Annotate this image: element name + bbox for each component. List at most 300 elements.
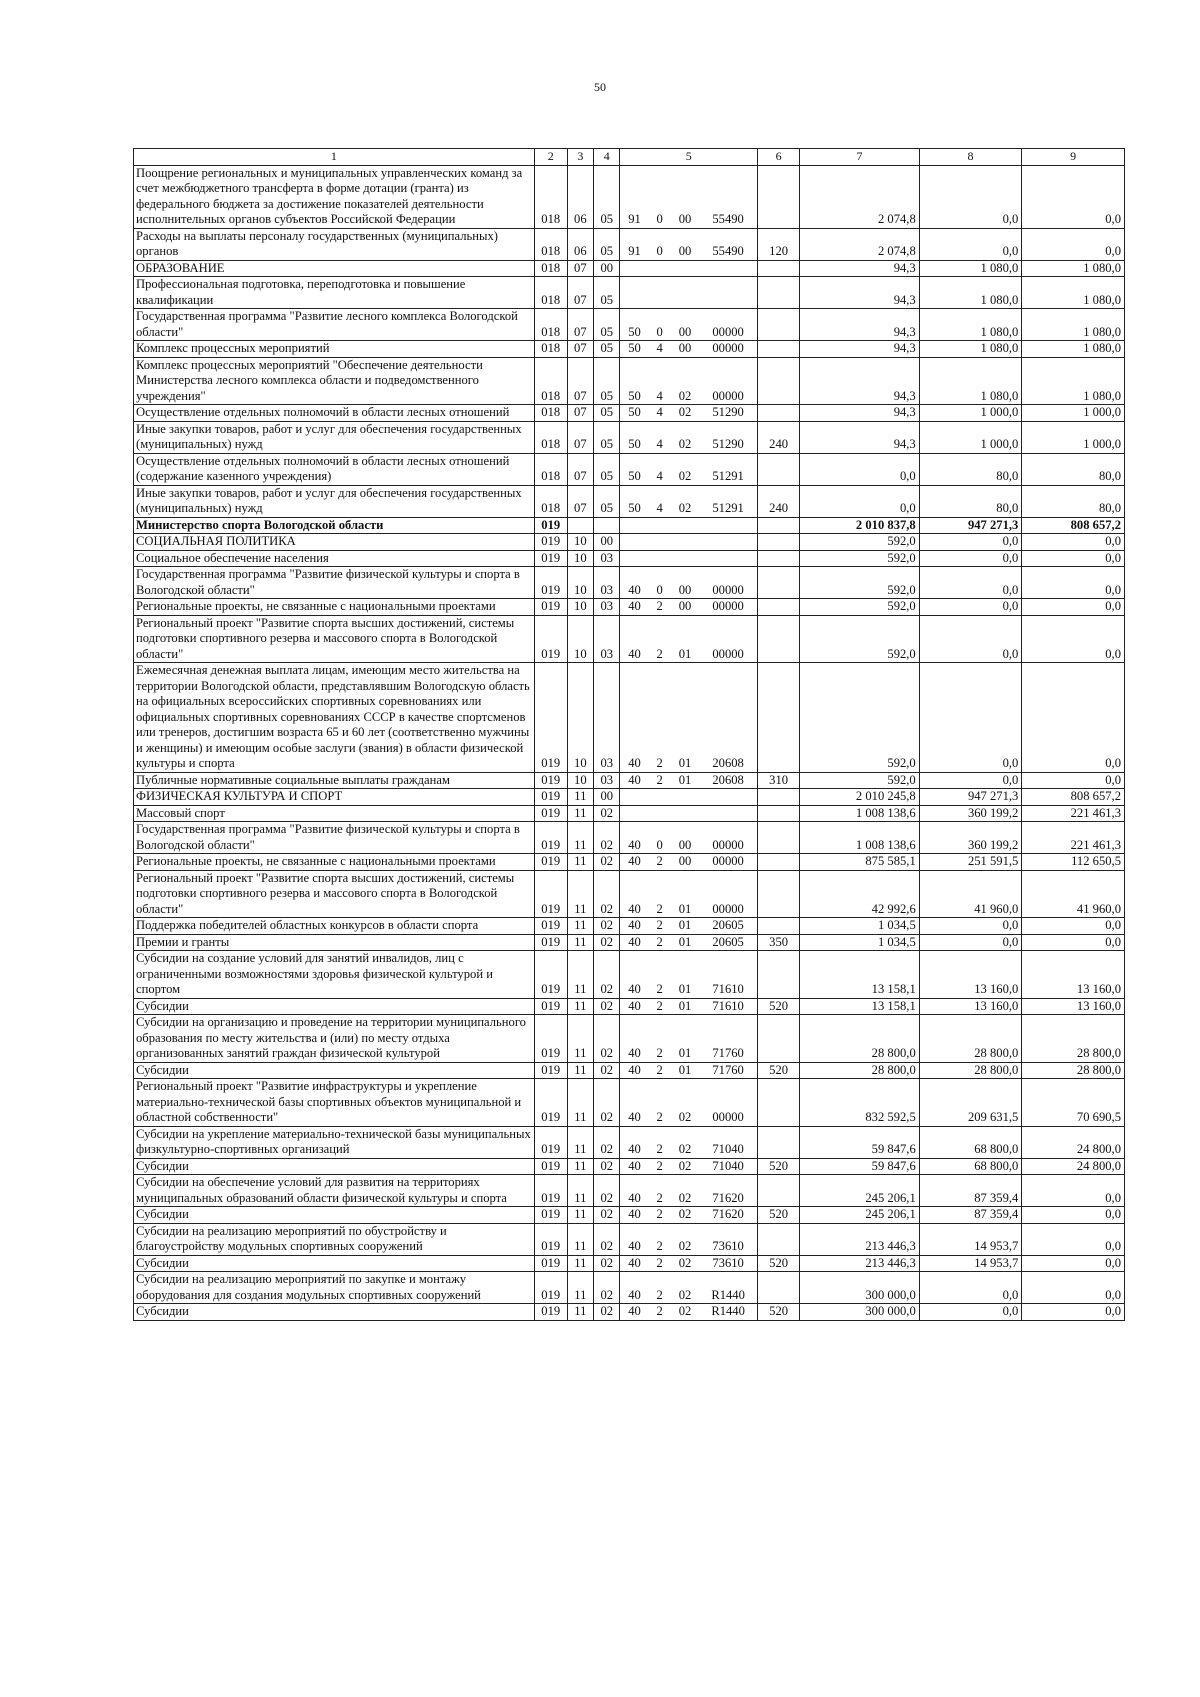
section-code: 11 [567,951,593,999]
amount-year-3: 0,0 [1022,1175,1125,1207]
ministry-code: 019 [534,789,567,806]
row-name: Профессиональная подготовка, переподготовка и повышение квалификации [134,277,535,309]
table-row [134,1158,1125,1175]
row-name: Субсидии [134,1062,535,1079]
target-code-program: 50 [620,485,649,517]
target-code-program: 40 [620,1255,649,1272]
table-row [134,1079,1125,1127]
amount-year-1: 592,0 [800,567,920,599]
expense-type-code: 120 [757,228,799,260]
subsection-code: 02 [594,1175,620,1207]
target-code-program [620,260,649,277]
table-row [134,165,1125,228]
target-code-event: 01 [671,772,700,789]
section-code: 11 [567,934,593,951]
amount-year-2: 0,0 [919,1272,1022,1304]
amount-year-2: 1 080,0 [919,260,1022,277]
target-code-type: 2 [649,772,671,789]
target-code-direction [699,517,757,534]
amount-year-1: 300 000,0 [800,1304,920,1321]
amount-year-1: 213 446,3 [800,1223,920,1255]
header-cell: 2 [534,149,567,166]
amount-year-1: 2 074,8 [800,165,920,228]
table-row [134,1223,1125,1255]
target-code-direction: 00000 [699,854,757,871]
amount-year-2: 0,0 [919,534,1022,551]
target-code-type [649,550,671,567]
target-code-program: 40 [620,1079,649,1127]
row-name: Осуществление отдельных полномочий в области лесных отношений [134,405,535,422]
amount-year-3: 0,0 [1022,934,1125,951]
amount-year-3: 112 650,5 [1022,854,1125,871]
subsection-code: 02 [594,1223,620,1255]
ministry-code: 019 [534,918,567,935]
target-code-type: 0 [649,567,671,599]
subsection-code: 05 [594,453,620,485]
target-code-event: 02 [671,453,700,485]
section-code: 11 [567,822,593,854]
amount-year-2: 1 080,0 [919,309,1022,341]
amount-year-1: 59 847,6 [800,1126,920,1158]
target-code-type: 4 [649,453,671,485]
expense-type-code [757,517,799,534]
row-name: Субсидии на укрепление материально-технической базы муниципальных физкультурно-спортивных организаций [134,1126,535,1158]
target-code-program: 40 [620,772,649,789]
amount-year-1: 42 992,6 [800,870,920,918]
amount-year-2: 0,0 [919,567,1022,599]
target-code-event: 02 [671,1255,700,1272]
table-body [134,149,1125,1321]
table-row [134,854,1125,871]
target-code-event: 00 [671,228,700,260]
target-code-event: 00 [671,822,700,854]
amount-year-2: 80,0 [919,453,1022,485]
table-row [134,805,1125,822]
subsection-code: 00 [594,260,620,277]
table-row [134,615,1125,663]
row-name: Субсидии [134,1304,535,1321]
target-code-program: 40 [620,1304,649,1321]
target-code-program: 40 [620,1175,649,1207]
section-code: 11 [567,1255,593,1272]
ministry-code: 019 [534,663,567,773]
section-code: 11 [567,1223,593,1255]
target-code-program: 40 [620,822,649,854]
row-name: Государственная программа "Развитие физической культуры и спорта в Вологодской области" [134,822,535,854]
amount-year-3: 0,0 [1022,1207,1125,1224]
section-code: 11 [567,854,593,871]
target-code-program: 40 [620,934,649,951]
row-name: Субсидии на реализацию мероприятий по обустройству и благоустройству модульных спортивных сооружений [134,1223,535,1255]
amount-year-1: 300 000,0 [800,1272,920,1304]
section-code: 10 [567,663,593,773]
amount-year-2: 14 953,7 [919,1255,1022,1272]
target-code-direction: 20608 [699,772,757,789]
subsection-code: 03 [594,599,620,616]
target-code-direction: 00000 [699,357,757,405]
amount-year-1: 28 800,0 [800,1062,920,1079]
amount-year-1: 28 800,0 [800,1015,920,1063]
table-row [134,228,1125,260]
target-code-type: 0 [649,309,671,341]
expense-type-code [757,854,799,871]
target-code-program: 50 [620,357,649,405]
expense-type-code [757,260,799,277]
page-number: 50 [594,80,606,94]
table-row [134,309,1125,341]
section-code: 06 [567,165,593,228]
target-code-program: 40 [620,599,649,616]
amount-year-1: 832 592,5 [800,1079,920,1127]
target-code-type: 2 [649,918,671,935]
target-code-type: 2 [649,1015,671,1063]
target-code-program: 40 [620,854,649,871]
target-code-type [649,534,671,551]
subsection-code: 02 [594,1304,620,1321]
table-row [134,1015,1125,1063]
target-code-event: 02 [671,405,700,422]
amount-year-2: 1 000,0 [919,421,1022,453]
amount-year-1: 94,3 [800,309,920,341]
amount-year-3: 0,0 [1022,615,1125,663]
amount-year-3: 13 160,0 [1022,998,1125,1015]
target-code-type: 4 [649,341,671,358]
table-row [134,1207,1125,1224]
target-code-event: 01 [671,870,700,918]
row-name: ФИЗИЧЕСКАЯ КУЛЬТУРА И СПОРТ [134,789,535,806]
expense-type-code: 520 [757,1062,799,1079]
table-row [134,1304,1125,1321]
target-code-program: 40 [620,918,649,935]
target-code-direction: 00000 [699,615,757,663]
amount-year-2: 0,0 [919,599,1022,616]
target-code-direction: 71620 [699,1175,757,1207]
section-code: 11 [567,1304,593,1321]
table-row [134,567,1125,599]
amount-year-1: 592,0 [800,615,920,663]
target-code-event: 00 [671,341,700,358]
target-code-direction: 00000 [699,341,757,358]
subsection-code: 02 [594,1272,620,1304]
target-code-type: 4 [649,421,671,453]
amount-year-3: 0,0 [1022,1272,1125,1304]
ministry-code: 019 [534,772,567,789]
row-name: Поощрение региональных и муниципальных управленческих команд за счет межбюджетного трансферта в форме дотации (гранта) из федерального бюджета за достижение показателей деятельности исполнительных органов субъектов Российской Федерации [134,165,535,228]
expense-type-code [757,277,799,309]
expense-type-code: 240 [757,485,799,517]
header-cell: 9 [1022,149,1125,166]
amount-year-3: 0,0 [1022,165,1125,228]
subsection-code: 03 [594,772,620,789]
row-name: Комплекс процессных мероприятий [134,341,535,358]
row-name: Иные закупки товаров, работ и услуг для обеспечения государственных (муниципальных) нужд [134,485,535,517]
target-code-event [671,277,700,309]
amount-year-3: 70 690,5 [1022,1079,1125,1127]
target-code-type: 2 [649,951,671,999]
subsection-code: 03 [594,663,620,773]
target-code-direction: 00000 [699,822,757,854]
section-code: 07 [567,277,593,309]
section-code: 11 [567,1126,593,1158]
section-code: 11 [567,1272,593,1304]
target-code-type: 2 [649,599,671,616]
target-code-event: 00 [671,309,700,341]
header-cell: 8 [919,149,1022,166]
target-code-event: 00 [671,854,700,871]
target-code-event: 01 [671,998,700,1015]
amount-year-1: 1 034,5 [800,918,920,935]
amount-year-2: 13 160,0 [919,951,1022,999]
expense-type-code [757,822,799,854]
amount-year-1: 592,0 [800,534,920,551]
target-code-direction: 51291 [699,453,757,485]
amount-year-1: 2 010 837,8 [800,517,920,534]
amount-year-3: 808 657,2 [1022,789,1125,806]
row-name: Региональный проект "Развитие инфраструктуры и укрепление материально-технической базы спортивных объектов муниципальной и областной собственности" [134,1079,535,1127]
target-code-type: 2 [649,1223,671,1255]
target-code-direction: 71620 [699,1207,757,1224]
table-row [134,534,1125,551]
ministry-code: 019 [534,1126,567,1158]
amount-year-3: 1 080,0 [1022,341,1125,358]
subsection-code: 05 [594,228,620,260]
amount-year-2: 68 800,0 [919,1158,1022,1175]
ministry-code: 018 [534,165,567,228]
section-code: 11 [567,805,593,822]
target-code-direction: 71760 [699,1015,757,1063]
ministry-code: 019 [534,550,567,567]
subsection-code: 02 [594,1207,620,1224]
target-code-type [649,789,671,806]
ministry-code: 018 [534,228,567,260]
ministry-code: 019 [534,567,567,599]
subsection-code: 05 [594,165,620,228]
table-row [134,599,1125,616]
ministry-code: 018 [534,341,567,358]
amount-year-1: 1 034,5 [800,934,920,951]
subsection-code: 02 [594,1158,620,1175]
target-code-event: 01 [671,934,700,951]
target-code-event: 02 [671,1175,700,1207]
target-code-direction: 55490 [699,228,757,260]
section-code: 10 [567,615,593,663]
amount-year-3: 1 000,0 [1022,405,1125,422]
amount-year-2: 0,0 [919,934,1022,951]
expense-type-code [757,357,799,405]
expense-type-code [757,1175,799,1207]
subsection-code: 05 [594,309,620,341]
amount-year-3: 221 461,3 [1022,805,1125,822]
amount-year-3: 1 080,0 [1022,260,1125,277]
target-code-event: 02 [671,1207,700,1224]
expense-type-code [757,951,799,999]
ministry-code: 019 [534,805,567,822]
target-code-type: 2 [649,663,671,773]
expense-type-code [757,1272,799,1304]
row-name: Субсидии на обеспечение условий для развития на территориях муниципальных образований области физической культуры и спорта [134,1175,535,1207]
table-row [134,1062,1125,1079]
ministry-code: 018 [534,277,567,309]
subsection-code: 02 [594,822,620,854]
ministry-code: 019 [534,1062,567,1079]
target-code-event: 00 [671,567,700,599]
target-code-event: 02 [671,1223,700,1255]
row-name: ОБРАЗОВАНИЕ [134,260,535,277]
expense-type-code [757,341,799,358]
subsection-code: 03 [594,550,620,567]
ministry-code: 019 [534,870,567,918]
section-code: 07 [567,260,593,277]
subsection-code: 00 [594,534,620,551]
row-name: Субсидии на организацию и проведение на территории муниципального образования по месту жительства и (или) по месту отдыха организованных занятий граждан физической культурой [134,1015,535,1063]
target-code-type: 2 [649,1158,671,1175]
amount-year-2: 1 080,0 [919,357,1022,405]
target-code-event: 01 [671,951,700,999]
amount-year-2: 0,0 [919,663,1022,773]
amount-year-1: 245 206,1 [800,1207,920,1224]
row-name: Субсидии [134,1207,535,1224]
section-code: 10 [567,772,593,789]
amount-year-3: 0,0 [1022,567,1125,599]
amount-year-2: 251 591,5 [919,854,1022,871]
expense-type-code [757,789,799,806]
amount-year-2: 947 271,3 [919,789,1022,806]
target-code-direction: 00000 [699,870,757,918]
target-code-program [620,789,649,806]
amount-year-1: 875 585,1 [800,854,920,871]
target-code-program: 50 [620,405,649,422]
expense-type-code: 310 [757,772,799,789]
target-code-direction: 73610 [699,1223,757,1255]
amount-year-1: 94,3 [800,405,920,422]
subsection-code: 02 [594,1079,620,1127]
section-code: 07 [567,453,593,485]
target-code-program: 40 [620,567,649,599]
subsection-code: 03 [594,567,620,599]
subsection-code: 05 [594,421,620,453]
row-name: Региональный проект "Развитие спорта высших достижений, системы подготовки спортивного резерва и массового спорта в Вологодской области" [134,615,535,663]
expense-type-code [757,663,799,773]
subsection-code: 05 [594,357,620,405]
target-code-event: 01 [671,663,700,773]
ministry-code: 019 [534,534,567,551]
amount-year-2: 14 953,7 [919,1223,1022,1255]
ministry-code: 019 [534,1272,567,1304]
table-row [134,485,1125,517]
target-code-program: 40 [620,663,649,773]
row-name: Субсидии на реализацию мероприятий по закупке и монтажу оборудования для создания модульных спортивных сооружений [134,1272,535,1304]
amount-year-2: 80,0 [919,485,1022,517]
amount-year-2: 0,0 [919,550,1022,567]
section-code: 06 [567,228,593,260]
amount-year-2: 0,0 [919,1304,1022,1321]
target-code-program: 40 [620,951,649,999]
target-code-type: 2 [649,998,671,1015]
section-code: 07 [567,357,593,405]
table-row [134,421,1125,453]
subsection-code: 05 [594,277,620,309]
table-row [134,1126,1125,1158]
section-code: 11 [567,918,593,935]
expense-type-code: 350 [757,934,799,951]
target-code-type: 2 [649,1207,671,1224]
ministry-code: 019 [534,517,567,534]
amount-year-3: 0,0 [1022,663,1125,773]
expense-type-code [757,453,799,485]
section-code: 07 [567,405,593,422]
amount-year-2: 1 080,0 [919,277,1022,309]
amount-year-3: 1 080,0 [1022,309,1125,341]
amount-year-2: 87 359,4 [919,1175,1022,1207]
target-code-type: 2 [649,615,671,663]
target-code-event [671,517,700,534]
ministry-code: 019 [534,1079,567,1127]
target-code-event: 00 [671,599,700,616]
target-code-program: 91 [620,165,649,228]
table-row [134,822,1125,854]
expense-type-code: 240 [757,421,799,453]
amount-year-2: 0,0 [919,918,1022,935]
expense-type-code: 520 [757,1158,799,1175]
subsection-code: 00 [594,789,620,806]
row-name: Субсидии [134,1158,535,1175]
section-code: 10 [567,567,593,599]
ministry-code: 019 [534,951,567,999]
target-code-event [671,789,700,806]
table-row [134,870,1125,918]
table-row [134,517,1125,534]
expense-type-code: 520 [757,998,799,1015]
target-code-event: 02 [671,1158,700,1175]
row-name: СОЦИАЛЬНАЯ ПОЛИТИКА [134,534,535,551]
section-code: 10 [567,534,593,551]
target-code-direction: 20605 [699,918,757,935]
table-row [134,453,1125,485]
amount-year-3: 0,0 [1022,228,1125,260]
target-code-event [671,260,700,277]
amount-year-1: 2 010 245,8 [800,789,920,806]
target-code-program: 40 [620,1126,649,1158]
row-name: Министерство спорта Вологодской области [134,517,535,534]
row-name: Расходы на выплаты персоналу государственных (муниципальных) органов [134,228,535,260]
amount-year-3: 0,0 [1022,1223,1125,1255]
subsection-code: 02 [594,918,620,935]
amount-year-2: 1 000,0 [919,405,1022,422]
expense-type-code [757,1015,799,1063]
ministry-code: 019 [534,1304,567,1321]
target-code-direction: 71040 [699,1158,757,1175]
ministry-code: 018 [534,453,567,485]
subsection-code: 02 [594,1062,620,1079]
target-code-program: 40 [620,615,649,663]
row-name: Ежемесячная денежная выплата лицам, имеющим место жительства на территории Вологодской области, представлявшим Вологодскую область на официальных всероссийских спортивных соревнованиях или официальных спортивных соревнованиях СССР в качестве спортсменов или тренеров, достигшим возраста 65 и 60 лет (соответственно мужчины и женщины) и имеющим особые заслуги (звания) в области физической культуры и спорта [134,663,535,773]
amount-year-3: 24 800,0 [1022,1158,1125,1175]
target-code-direction: 51290 [699,421,757,453]
ministry-code: 018 [534,309,567,341]
target-code-direction [699,277,757,309]
amount-year-2: 13 160,0 [919,998,1022,1015]
section-code: 10 [567,599,593,616]
section-code: 07 [567,309,593,341]
header-cell: 7 [800,149,920,166]
amount-year-2: 28 800,0 [919,1015,1022,1063]
target-code-direction [699,805,757,822]
expense-type-code [757,599,799,616]
header-cell: 6 [757,149,799,166]
row-name: Региональный проект "Развитие спорта высших достижений, системы подготовки спортивного резерва и массового спорта в Вологодской области" [134,870,535,918]
section-code: 07 [567,341,593,358]
amount-year-1: 94,3 [800,341,920,358]
